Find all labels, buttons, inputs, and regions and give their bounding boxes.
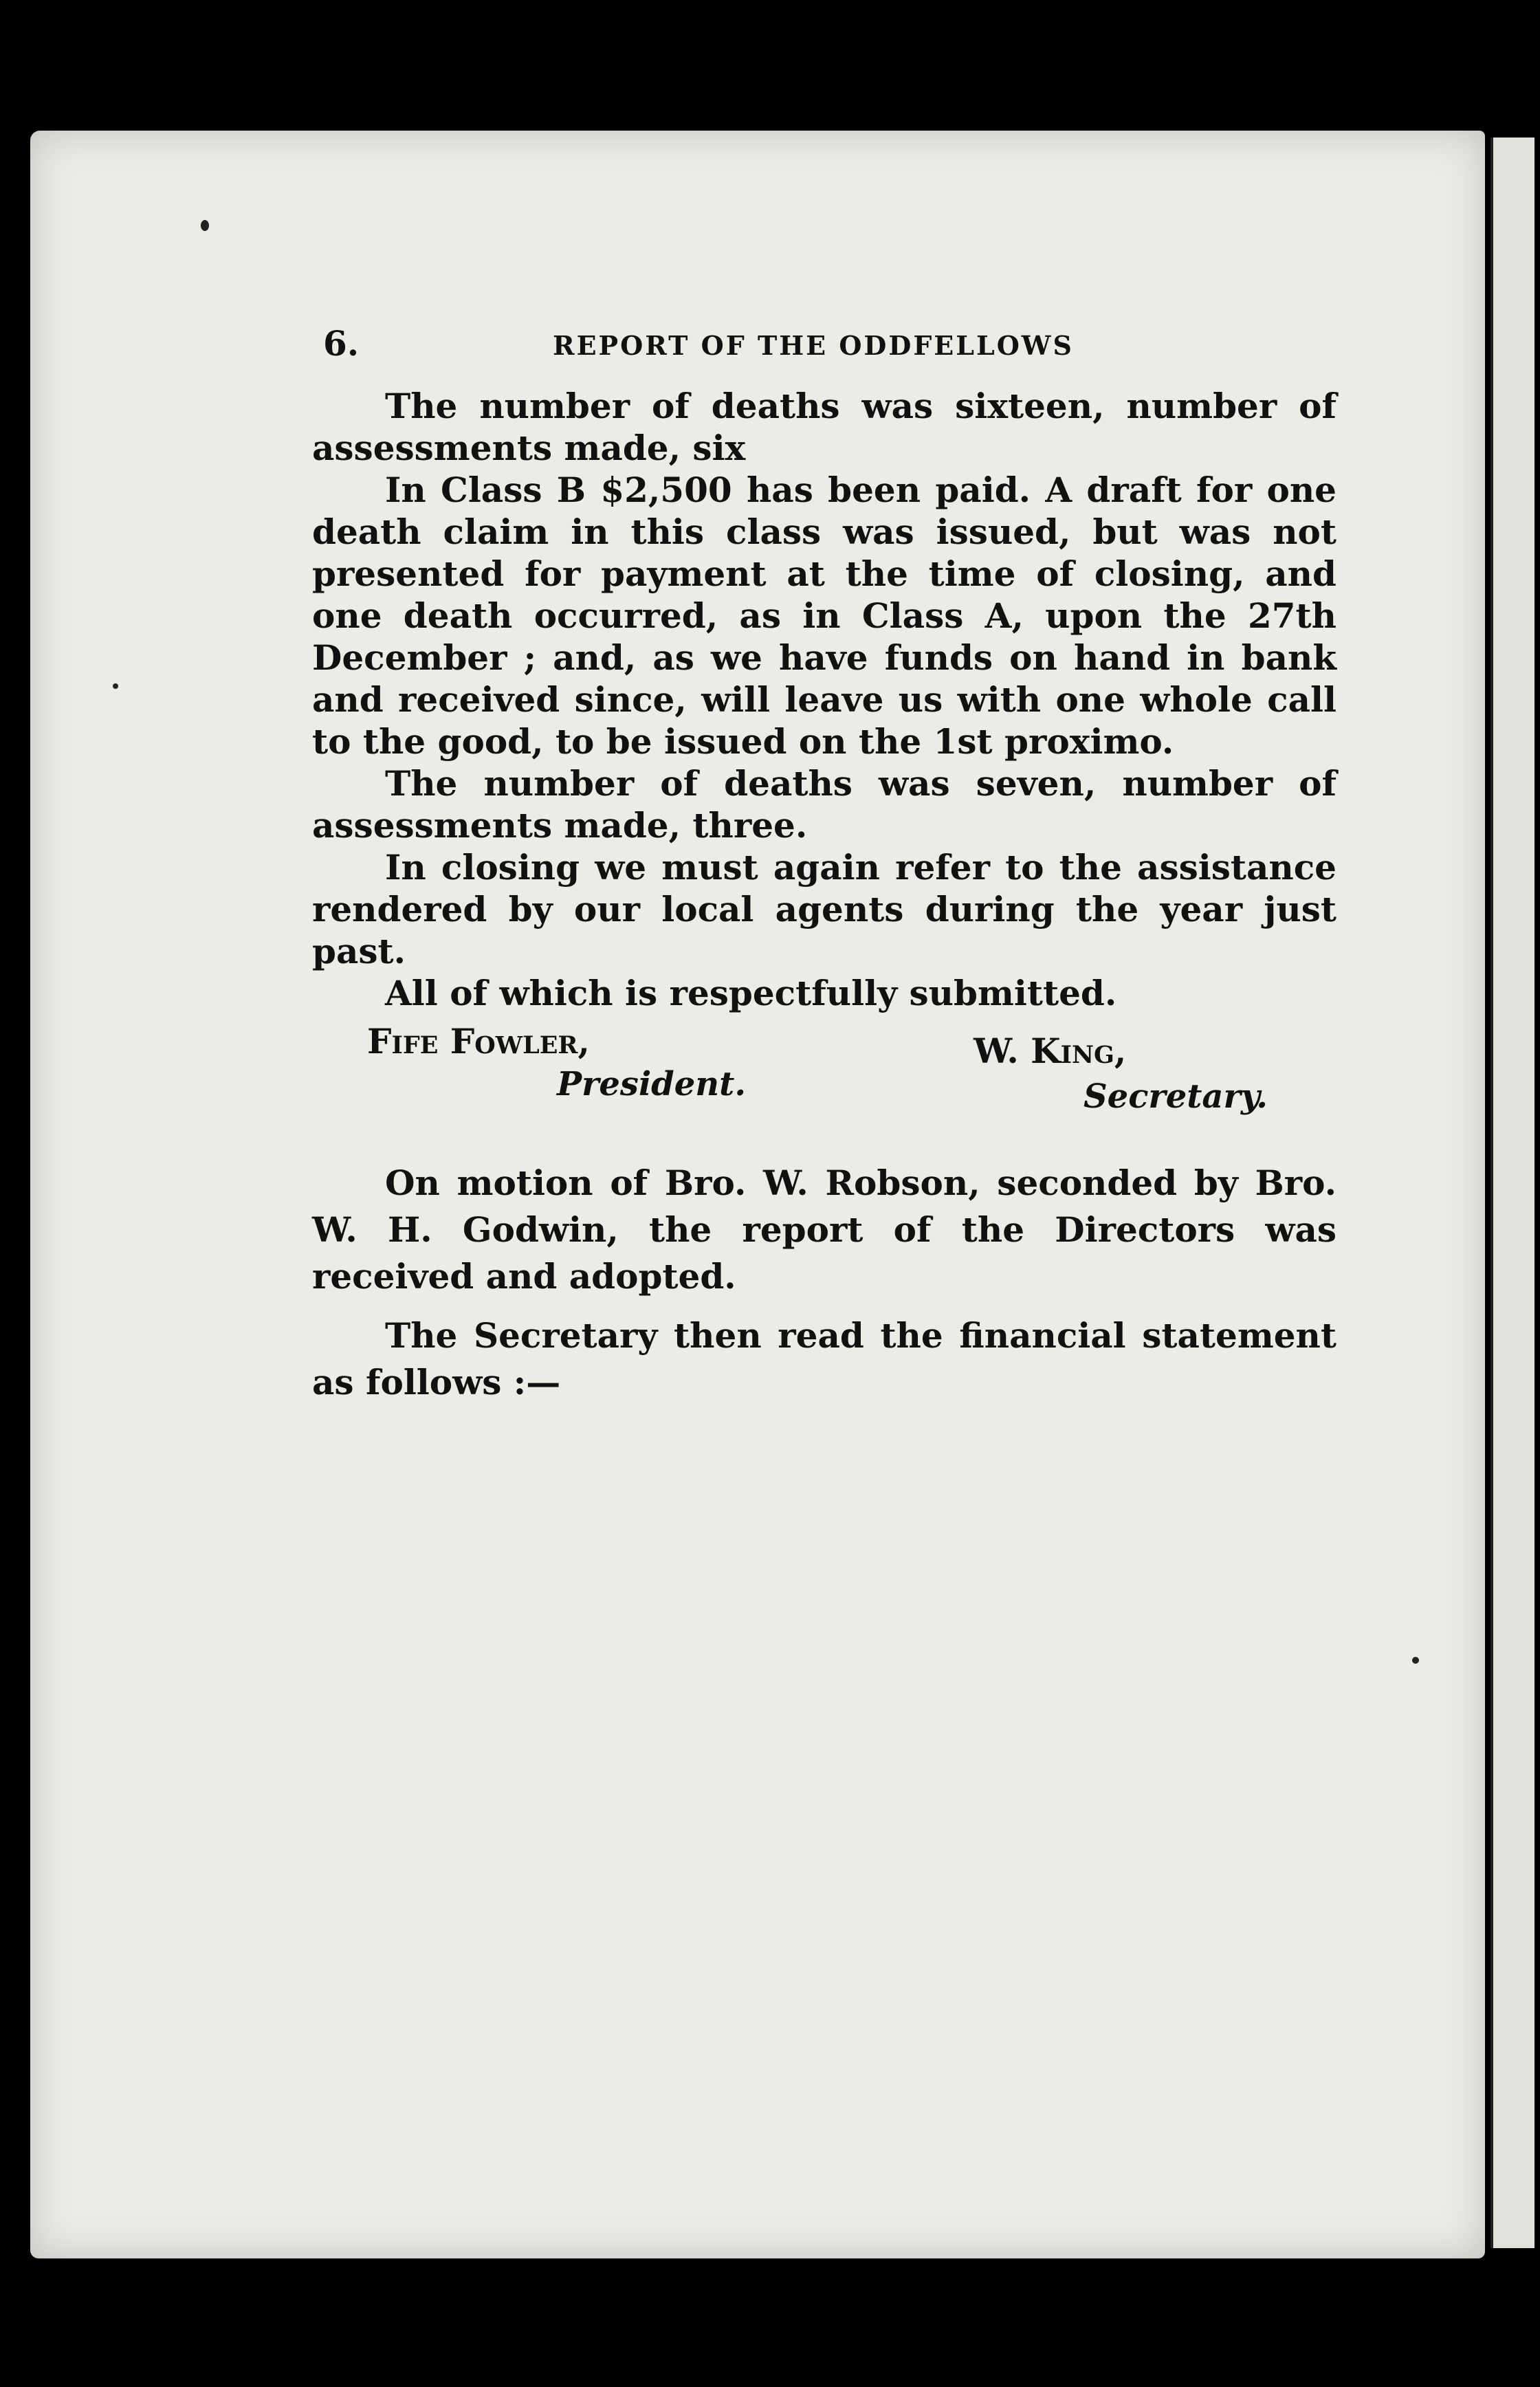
paragraph-deaths-class-b: The number of deaths was seven, number of assessments made, three.	[312, 763, 1336, 846]
motion-paragraph: On motion of Bro. W. Robson, seconded by Bro. W. H. Godwin, the report of the Directors was received and adopted.	[312, 1163, 1336, 1297]
paragraph-closing-remarks: In closing we must again refer to the assistance rendered by our local agents during the year just past.	[312, 847, 1336, 971]
signature-block	[312, 1017, 1336, 1127]
president-title: President.	[557, 1065, 747, 1103]
adjacent-page-edge	[1490, 138, 1534, 2248]
financial-statement-intro: The Secretary then read the financial statement as follows :—	[312, 1315, 1336, 1402]
paragraph-class-b: In Class B $2,500 has been paid. A draft for one death claim in this class was issued, but was not presented for payment at the time of closing, and one death occurred, as in Class A, upon the 27th December ; and, as we have funds on hand in bank and received since, will leave us with one whole call to the good, to be issued on the 1st proximo.	[312, 470, 1336, 762]
secretary-title: Secretary.	[1084, 1077, 1268, 1116]
page-content	[312, 323, 1336, 1406]
page-number: 6.	[323, 323, 360, 364]
speck	[201, 220, 209, 231]
president-name: Fife Fowler,	[367, 1021, 590, 1062]
running-head: REPORT OF THE ODDFELLOWS	[553, 330, 1074, 361]
paragraph-deaths-class-a: The number of deaths was sixteen, number of assessments made, six	[312, 386, 1336, 468]
page-header	[312, 323, 1336, 364]
speck	[1412, 1657, 1419, 1664]
paragraph-submitted: All of which is respectfully submitted.	[385, 973, 1117, 1013]
secretary-name: W. King,	[974, 1031, 1127, 1071]
speck	[113, 683, 118, 689]
